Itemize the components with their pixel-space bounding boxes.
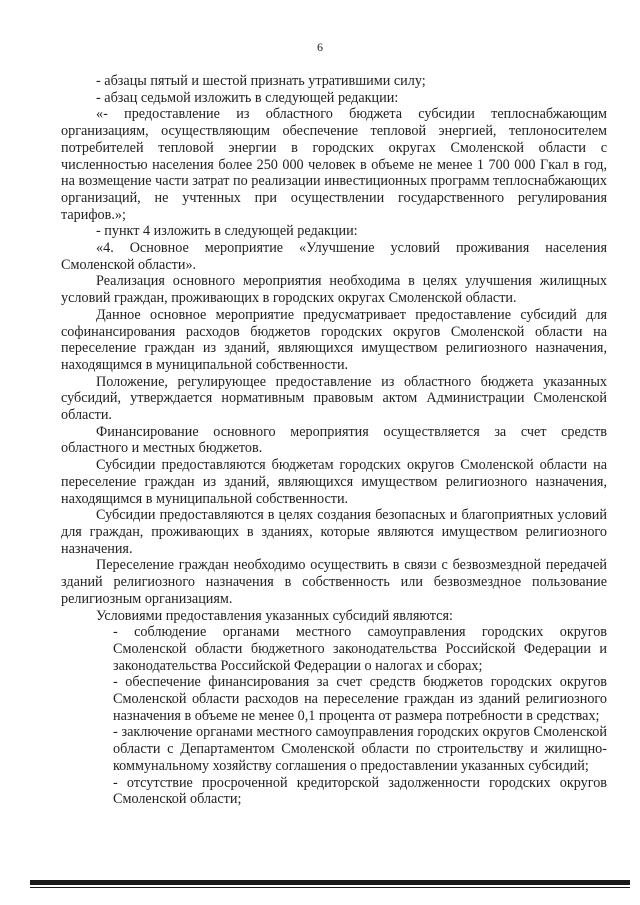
paragraph-9: Финансирование основного мероприятия осуществляется за счет средств областного и местных бюджетов.: [61, 423, 607, 457]
paragraph-3: «- предоставление из областного бюджета субсидии теплоснабжающим организациям, осуществляющим обеспечение тепловой энергией, теплоносителем потребителей тепловой энергии в городских округах Смоленской области с численностью населения более 250 000 человек в объеме не менее 1 700 000 Гкал в год, на возмещение части затрат по реализации инвестиционных программ теплоснабжающих организаций, не учтенных при осуществлении государственного регулирования тарифов.»;: [61, 106, 607, 223]
paragraph-13: Условиями предоставления указанных субсидий являются:: [96, 607, 453, 624]
document-body: [61, 73, 607, 808]
paragraph-10: Субсидии предоставляются бюджетам городских округов Смоленской области на переселение граждан из зданий, являющихся имуществом религиозного назначения, находящимся в муниципальной собственности.: [61, 457, 607, 507]
paragraph-5: «4. Основное мероприятие «Улучшение условий проживания населения Смоленской области».: [61, 240, 607, 273]
bottom-rule-thin: [30, 887, 630, 888]
page-number: 6: [317, 40, 323, 54]
condition-item-2: - обеспечение финансирования за счет средств бюджетов городских округов Смоленской области расходов на переселение граждан из зданий религиозного назначения в объеме не менее 0,1 процента от размера потребности в средствах;: [113, 674, 607, 724]
paragraph-12: Переселение граждан необходимо осуществить в связи с безвозмездной передачей зданий религиозного назначения в собственность или безвозмездное пользование религиозным организациям.: [61, 557, 607, 607]
paragraph-11: Субсидии предоставляются в целях создания безопасных и благоприятных условий для граждан, проживающих в зданиях, которые являются имуществом религиозного назначения.: [61, 507, 607, 557]
paragraph-1: - абзацы пятый и шестой признать утратившими силу;: [96, 73, 426, 89]
bottom-rule-thick: [30, 880, 630, 885]
paragraph-8: Положение, регулирующее предоставление из областного бюджета указанных субсидий, утверждается нормативным правовым актом Администрации Смоленской области.: [61, 373, 607, 424]
condition-item-4: - отсутствие просроченной кредиторской задолженности городских округов Смоленской области;: [113, 774, 607, 808]
paragraph-6: Реализация основного мероприятия необходима в целях улучшения жилищных условий граждан, проживающих в городских округах Смоленской области.: [61, 273, 607, 307]
condition-item-3: - заключение органами местного самоуправления городских округов Смоленской области с Департаментом Смоленской области по строительству и жилищно-коммунальному хозяйству соглашения о предоставлении указанных субсидий;: [113, 724, 607, 774]
paragraph-4: - пункт 4 изложить в следующей редакции:: [96, 223, 358, 240]
condition-item-1: - соблюдение органами местного самоуправления городских округов Смоленской области бюджетного законодательства Российской Федерации и законодательства Российской Федерации о налогах и сборах;: [113, 624, 607, 674]
paragraph-7: Данное основное мероприятие предусматривает предоставление субсидий для софинансирования расходов бюджетов городских округов Смоленской области на переселение граждан из зданий, являющихся имуществом религиозного назначения, находящимся в муниципальной собственности.: [61, 306, 607, 373]
paragraph-2: - абзац седьмой изложить в следующей редакции:: [96, 89, 399, 106]
